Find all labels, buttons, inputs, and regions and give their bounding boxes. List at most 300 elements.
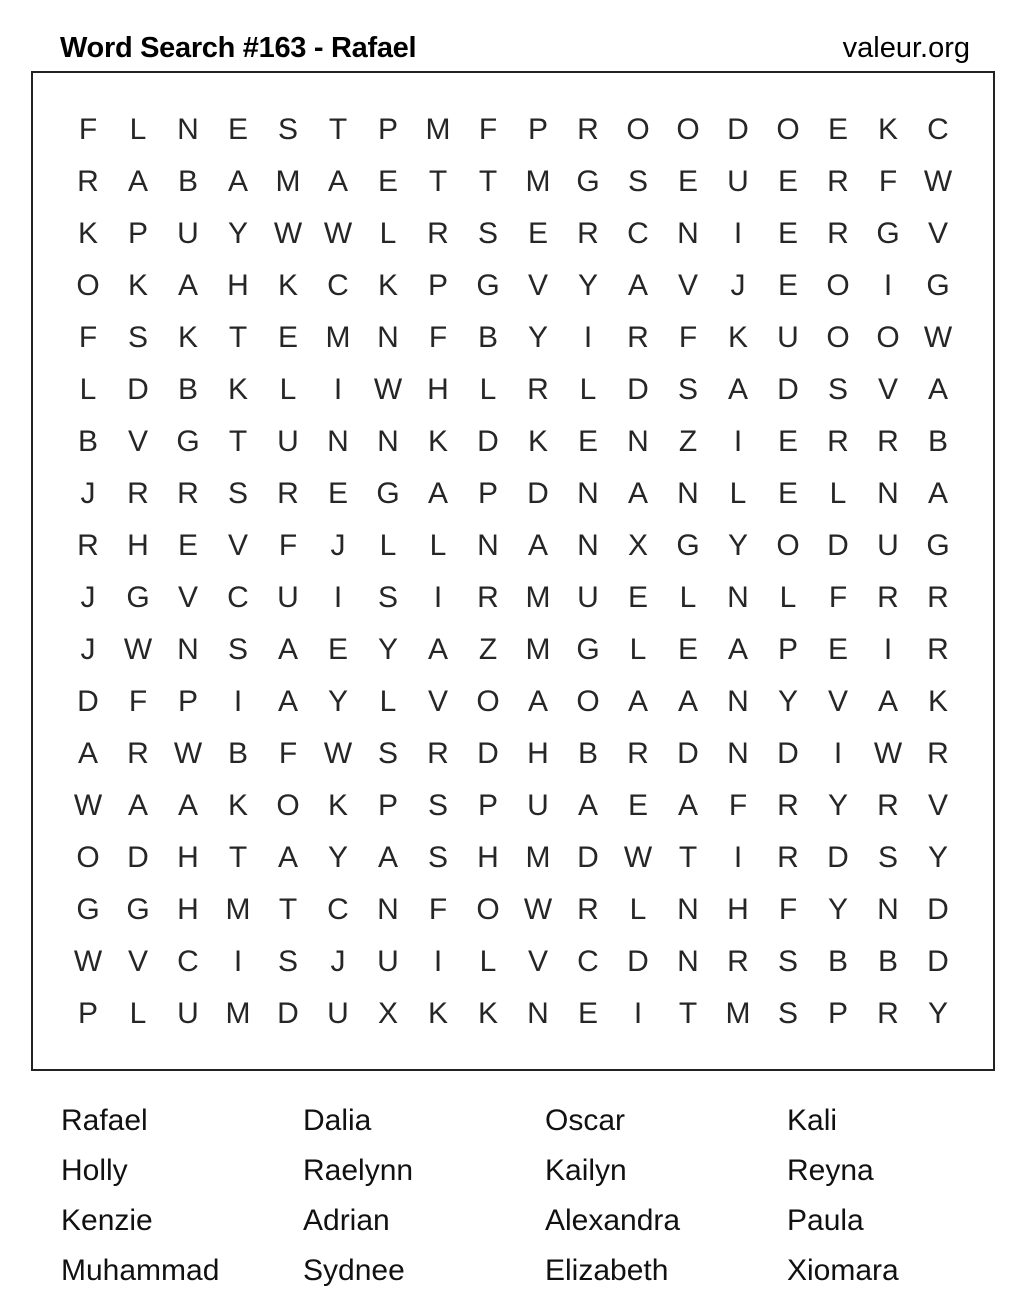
- grid-cell[interactable]: L: [479, 945, 497, 978]
- grid-cell[interactable]: R: [877, 789, 899, 822]
- grid-cell[interactable]: N: [727, 685, 749, 718]
- grid-cell[interactable]: S: [777, 997, 798, 1030]
- grid-cell[interactable]: M: [425, 113, 451, 146]
- grid-cell[interactable]: E: [327, 633, 348, 666]
- grid-cell[interactable]: K: [527, 425, 548, 458]
- grid-cell[interactable]: O: [276, 789, 300, 822]
- grid-cell[interactable]: C: [577, 945, 599, 978]
- grid-cell[interactable]: V: [127, 425, 148, 458]
- grid-cell[interactable]: R: [427, 737, 449, 770]
- grid-cell[interactable]: P: [377, 789, 398, 822]
- grid-cell[interactable]: N: [877, 893, 899, 926]
- grid-cell[interactable]: M: [525, 581, 551, 614]
- grid-cell[interactable]: P: [827, 997, 848, 1030]
- grid-cell[interactable]: L: [679, 581, 697, 614]
- grid-cell[interactable]: O: [576, 685, 600, 718]
- grid-cell[interactable]: F: [678, 321, 698, 354]
- grid-cell[interactable]: B: [177, 373, 198, 406]
- grid-cell[interactable]: K: [727, 321, 748, 354]
- grid-cell[interactable]: U: [577, 581, 599, 614]
- grid-cell[interactable]: G: [576, 633, 600, 666]
- grid-cell[interactable]: E: [777, 477, 798, 510]
- grid-cell[interactable]: R: [627, 737, 649, 770]
- grid-cell[interactable]: R: [927, 633, 949, 666]
- grid-cell[interactable]: M: [275, 165, 301, 198]
- grid-cell[interactable]: A: [277, 685, 298, 718]
- grid-cell[interactable]: S: [477, 217, 498, 250]
- grid-cell[interactable]: G: [376, 477, 400, 510]
- grid-cell[interactable]: R: [77, 529, 99, 562]
- grid-cell[interactable]: F: [128, 685, 148, 718]
- grid-cell[interactable]: I: [883, 269, 893, 302]
- grid-cell[interactable]: N: [627, 425, 649, 458]
- grid-cell[interactable]: I: [333, 581, 343, 614]
- grid-cell[interactable]: H: [177, 841, 199, 874]
- grid-cell[interactable]: T: [278, 893, 298, 926]
- grid-cell[interactable]: R: [627, 321, 649, 354]
- grid-cell[interactable]: R: [577, 113, 599, 146]
- grid-cell[interactable]: I: [233, 685, 243, 718]
- grid-cell[interactable]: A: [627, 477, 648, 510]
- grid-cell[interactable]: S: [377, 737, 398, 770]
- grid-cell[interactable]: I: [833, 737, 843, 770]
- grid-cell[interactable]: D: [927, 945, 949, 978]
- grid-cell[interactable]: D: [627, 945, 649, 978]
- grid-cell[interactable]: D: [527, 477, 549, 510]
- grid-cell[interactable]: G: [126, 581, 150, 614]
- grid-cell[interactable]: P: [377, 113, 398, 146]
- grid-cell[interactable]: R: [77, 165, 99, 198]
- grid-cell[interactable]: E: [777, 165, 798, 198]
- grid-cell[interactable]: N: [377, 425, 399, 458]
- grid-cell[interactable]: K: [327, 789, 348, 822]
- grid-cell[interactable]: J: [80, 477, 96, 510]
- grid-cell[interactable]: Y: [577, 269, 598, 302]
- grid-cell[interactable]: B: [177, 165, 198, 198]
- grid-cell[interactable]: D: [277, 997, 299, 1030]
- grid-cell[interactable]: L: [129, 997, 147, 1030]
- grid-cell[interactable]: R: [727, 945, 749, 978]
- grid-cell[interactable]: A: [927, 477, 948, 510]
- grid-cell[interactable]: V: [877, 373, 898, 406]
- grid-cell[interactable]: S: [627, 165, 648, 198]
- grid-cell[interactable]: H: [177, 893, 199, 926]
- grid-cell[interactable]: Y: [377, 633, 398, 666]
- grid-cell[interactable]: O: [76, 841, 100, 874]
- grid-cell[interactable]: E: [677, 633, 698, 666]
- grid-cell[interactable]: S: [427, 789, 448, 822]
- grid-cell[interactable]: I: [433, 581, 443, 614]
- grid-cell[interactable]: T: [228, 841, 248, 874]
- grid-cell[interactable]: T: [678, 997, 698, 1030]
- grid-cell[interactable]: A: [427, 477, 448, 510]
- grid-cell[interactable]: E: [777, 425, 798, 458]
- grid-cell[interactable]: M: [525, 633, 551, 666]
- grid-cell[interactable]: R: [827, 165, 849, 198]
- grid-cell[interactable]: P: [177, 685, 198, 718]
- grid-cell[interactable]: A: [377, 841, 398, 874]
- grid-cell[interactable]: K: [427, 425, 448, 458]
- grid-cell[interactable]: V: [427, 685, 448, 718]
- grid-cell[interactable]: U: [277, 581, 299, 614]
- grid-cell[interactable]: K: [127, 269, 148, 302]
- grid-cell[interactable]: D: [477, 737, 499, 770]
- grid-cell[interactable]: P: [477, 789, 498, 822]
- grid-cell[interactable]: Y: [327, 685, 348, 718]
- grid-cell[interactable]: Y: [527, 321, 548, 354]
- grid-cell[interactable]: S: [677, 373, 698, 406]
- grid-cell[interactable]: N: [527, 997, 549, 1030]
- grid-cell[interactable]: E: [827, 633, 848, 666]
- grid-cell[interactable]: Y: [827, 789, 848, 822]
- grid-cell[interactable]: G: [876, 217, 900, 250]
- grid-cell[interactable]: D: [627, 373, 649, 406]
- grid-cell[interactable]: D: [477, 425, 499, 458]
- grid-cell[interactable]: L: [629, 633, 647, 666]
- grid-cell[interactable]: W: [73, 945, 103, 978]
- grid-cell[interactable]: G: [676, 529, 700, 562]
- grid-cell[interactable]: Y: [827, 893, 848, 926]
- grid-cell[interactable]: W: [123, 633, 153, 666]
- grid-cell[interactable]: R: [127, 477, 149, 510]
- grid-cell[interactable]: E: [677, 165, 698, 198]
- grid-cell[interactable]: R: [777, 789, 799, 822]
- grid-cell[interactable]: A: [527, 685, 548, 718]
- grid-cell[interactable]: M: [525, 841, 551, 874]
- grid-cell[interactable]: K: [927, 685, 948, 718]
- grid-cell[interactable]: V: [127, 945, 148, 978]
- grid-cell[interactable]: K: [877, 113, 898, 146]
- grid-cell[interactable]: R: [827, 425, 849, 458]
- grid-cell[interactable]: O: [476, 685, 500, 718]
- grid-cell[interactable]: F: [728, 789, 748, 822]
- grid-cell[interactable]: U: [527, 789, 549, 822]
- grid-cell[interactable]: F: [278, 737, 298, 770]
- grid-cell[interactable]: D: [77, 685, 99, 718]
- grid-cell[interactable]: O: [676, 113, 700, 146]
- grid-cell[interactable]: M: [525, 165, 551, 198]
- grid-cell[interactable]: N: [677, 477, 699, 510]
- grid-cell[interactable]: B: [477, 321, 498, 354]
- grid-cell[interactable]: X: [377, 997, 398, 1030]
- grid-cell[interactable]: D: [927, 893, 949, 926]
- grid-cell[interactable]: V: [677, 269, 698, 302]
- grid-cell[interactable]: M: [225, 997, 251, 1030]
- grid-cell[interactable]: R: [427, 217, 449, 250]
- grid-cell[interactable]: V: [827, 685, 848, 718]
- grid-cell[interactable]: B: [827, 945, 848, 978]
- grid-cell[interactable]: F: [428, 321, 448, 354]
- grid-cell[interactable]: P: [127, 217, 148, 250]
- grid-cell[interactable]: B: [927, 425, 948, 458]
- grid-cell[interactable]: I: [233, 945, 243, 978]
- grid-cell[interactable]: M: [725, 997, 751, 1030]
- grid-cell[interactable]: S: [227, 633, 248, 666]
- grid-cell[interactable]: O: [76, 269, 100, 302]
- grid-cell[interactable]: H: [527, 737, 549, 770]
- grid-cell[interactable]: L: [379, 217, 397, 250]
- grid-cell[interactable]: U: [177, 997, 199, 1030]
- grid-cell[interactable]: O: [476, 893, 500, 926]
- grid-cell[interactable]: A: [177, 789, 198, 822]
- grid-cell[interactable]: R: [877, 997, 899, 1030]
- grid-cell[interactable]: N: [677, 945, 699, 978]
- grid-cell[interactable]: W: [73, 789, 103, 822]
- grid-cell[interactable]: B: [227, 737, 248, 770]
- grid-cell[interactable]: D: [127, 841, 149, 874]
- grid-cell[interactable]: I: [883, 633, 893, 666]
- grid-cell[interactable]: S: [777, 945, 798, 978]
- grid-cell[interactable]: E: [177, 529, 198, 562]
- grid-cell[interactable]: C: [627, 217, 649, 250]
- grid-cell[interactable]: L: [729, 477, 747, 510]
- grid-cell[interactable]: A: [877, 685, 898, 718]
- grid-cell[interactable]: I: [633, 997, 643, 1030]
- grid-cell[interactable]: J: [80, 581, 96, 614]
- grid-cell[interactable]: R: [877, 425, 899, 458]
- grid-cell[interactable]: N: [377, 321, 399, 354]
- grid-cell[interactable]: S: [277, 113, 298, 146]
- grid-cell[interactable]: G: [926, 529, 950, 562]
- grid-cell[interactable]: O: [826, 269, 850, 302]
- grid-cell[interactable]: C: [327, 893, 349, 926]
- grid-cell[interactable]: O: [776, 529, 800, 562]
- grid-cell[interactable]: A: [677, 789, 698, 822]
- grid-cell[interactable]: R: [477, 581, 499, 614]
- grid-cell[interactable]: T: [228, 425, 248, 458]
- grid-cell[interactable]: V: [527, 945, 548, 978]
- grid-cell[interactable]: E: [527, 217, 548, 250]
- grid-cell[interactable]: B: [577, 737, 598, 770]
- grid-cell[interactable]: G: [926, 269, 950, 302]
- grid-cell[interactable]: T: [228, 321, 248, 354]
- grid-cell[interactable]: U: [877, 529, 899, 562]
- grid-cell[interactable]: U: [327, 997, 349, 1030]
- grid-cell[interactable]: H: [727, 893, 749, 926]
- grid-cell[interactable]: Y: [727, 529, 748, 562]
- grid-cell[interactable]: A: [527, 529, 548, 562]
- grid-cell[interactable]: L: [829, 477, 847, 510]
- grid-cell[interactable]: D: [127, 373, 149, 406]
- grid-cell[interactable]: F: [478, 113, 498, 146]
- grid-cell[interactable]: E: [227, 113, 248, 146]
- grid-cell[interactable]: S: [127, 321, 148, 354]
- grid-cell[interactable]: N: [177, 633, 199, 666]
- grid-cell[interactable]: S: [427, 841, 448, 874]
- grid-cell[interactable]: Z: [678, 425, 698, 458]
- grid-cell[interactable]: S: [877, 841, 898, 874]
- grid-cell[interactable]: A: [727, 373, 748, 406]
- grid-cell[interactable]: D: [777, 373, 799, 406]
- grid-cell[interactable]: N: [727, 737, 749, 770]
- grid-cell[interactable]: R: [577, 893, 599, 926]
- grid-cell[interactable]: C: [327, 269, 349, 302]
- grid-cell[interactable]: N: [327, 425, 349, 458]
- grid-cell[interactable]: C: [227, 581, 249, 614]
- grid-cell[interactable]: V: [927, 789, 948, 822]
- grid-cell[interactable]: L: [779, 581, 797, 614]
- grid-cell[interactable]: A: [677, 685, 698, 718]
- grid-cell[interactable]: I: [433, 945, 443, 978]
- grid-cell[interactable]: A: [427, 633, 448, 666]
- grid-cell[interactable]: W: [923, 165, 953, 198]
- grid-cell[interactable]: Y: [927, 997, 948, 1030]
- grid-cell[interactable]: K: [377, 269, 398, 302]
- grid-cell[interactable]: R: [927, 737, 949, 770]
- grid-cell[interactable]: E: [777, 269, 798, 302]
- grid-cell[interactable]: W: [923, 321, 953, 354]
- grid-cell[interactable]: M: [325, 321, 351, 354]
- grid-cell[interactable]: I: [333, 373, 343, 406]
- grid-cell[interactable]: B: [877, 945, 898, 978]
- grid-cell[interactable]: A: [727, 633, 748, 666]
- grid-cell[interactable]: P: [427, 269, 448, 302]
- grid-cell[interactable]: W: [323, 737, 353, 770]
- grid-cell[interactable]: Y: [327, 841, 348, 874]
- grid-cell[interactable]: W: [173, 737, 203, 770]
- grid-cell[interactable]: F: [828, 581, 848, 614]
- grid-cell[interactable]: E: [627, 789, 648, 822]
- grid-cell[interactable]: V: [177, 581, 198, 614]
- grid-cell[interactable]: C: [927, 113, 949, 146]
- grid-cell[interactable]: G: [576, 165, 600, 198]
- grid-cell[interactable]: N: [477, 529, 499, 562]
- grid-cell[interactable]: A: [77, 737, 98, 770]
- grid-cell[interactable]: N: [377, 893, 399, 926]
- grid-cell[interactable]: L: [479, 373, 497, 406]
- grid-cell[interactable]: L: [579, 373, 597, 406]
- grid-cell[interactable]: O: [776, 113, 800, 146]
- grid-cell[interactable]: T: [678, 841, 698, 874]
- grid-cell[interactable]: I: [733, 217, 743, 250]
- grid-cell[interactable]: W: [523, 893, 553, 926]
- grid-cell[interactable]: F: [778, 893, 798, 926]
- grid-cell[interactable]: E: [327, 477, 348, 510]
- grid-cell[interactable]: R: [177, 477, 199, 510]
- grid-cell[interactable]: O: [826, 321, 850, 354]
- grid-cell[interactable]: X: [627, 529, 648, 562]
- grid-cell[interactable]: J: [730, 269, 746, 302]
- grid-cell[interactable]: D: [577, 841, 599, 874]
- grid-cell[interactable]: A: [277, 841, 298, 874]
- grid-cell[interactable]: S: [377, 581, 398, 614]
- grid-cell[interactable]: K: [277, 269, 298, 302]
- grid-cell[interactable]: G: [126, 893, 150, 926]
- grid-cell[interactable]: R: [577, 217, 599, 250]
- grid-cell[interactable]: S: [227, 477, 248, 510]
- grid-cell[interactable]: N: [727, 581, 749, 614]
- grid-cell[interactable]: B: [77, 425, 98, 458]
- grid-cell[interactable]: F: [428, 893, 448, 926]
- grid-cell[interactable]: T: [428, 165, 448, 198]
- grid-cell[interactable]: P: [77, 997, 98, 1030]
- grid-cell[interactable]: L: [79, 373, 97, 406]
- grid-cell[interactable]: F: [878, 165, 898, 198]
- grid-cell[interactable]: T: [328, 113, 348, 146]
- grid-cell[interactable]: U: [277, 425, 299, 458]
- grid-cell[interactable]: Y: [227, 217, 248, 250]
- grid-cell[interactable]: N: [577, 477, 599, 510]
- grid-cell[interactable]: L: [279, 373, 297, 406]
- grid-cell[interactable]: J: [330, 945, 346, 978]
- grid-cell[interactable]: L: [429, 529, 447, 562]
- grid-cell[interactable]: F: [78, 113, 98, 146]
- grid-cell[interactable]: G: [476, 269, 500, 302]
- grid-cell[interactable]: W: [373, 373, 403, 406]
- grid-cell[interactable]: A: [127, 789, 148, 822]
- grid-cell[interactable]: A: [227, 165, 248, 198]
- grid-cell[interactable]: U: [727, 165, 749, 198]
- grid-cell[interactable]: Z: [478, 633, 498, 666]
- grid-cell[interactable]: N: [877, 477, 899, 510]
- grid-cell[interactable]: I: [583, 321, 593, 354]
- grid-cell[interactable]: R: [527, 373, 549, 406]
- grid-cell[interactable]: K: [477, 997, 498, 1030]
- grid-cell[interactable]: A: [927, 373, 948, 406]
- grid-cell[interactable]: W: [873, 737, 903, 770]
- grid-cell[interactable]: F: [278, 529, 298, 562]
- grid-cell[interactable]: K: [427, 997, 448, 1030]
- grid-cell[interactable]: H: [477, 841, 499, 874]
- grid-cell[interactable]: E: [277, 321, 298, 354]
- grid-cell[interactable]: F: [78, 321, 98, 354]
- grid-cell[interactable]: D: [777, 737, 799, 770]
- grid-cell[interactable]: W: [323, 217, 353, 250]
- grid-cell[interactable]: E: [577, 997, 598, 1030]
- grid-cell[interactable]: K: [227, 373, 248, 406]
- grid-cell[interactable]: G: [76, 893, 100, 926]
- grid-cell[interactable]: M: [225, 893, 251, 926]
- grid-cell[interactable]: Y: [777, 685, 798, 718]
- grid-cell[interactable]: W: [273, 217, 303, 250]
- grid-cell[interactable]: A: [327, 165, 348, 198]
- grid-cell[interactable]: N: [677, 217, 699, 250]
- grid-cell[interactable]: N: [677, 893, 699, 926]
- grid-cell[interactable]: K: [227, 789, 248, 822]
- grid-cell[interactable]: L: [379, 685, 397, 718]
- grid-cell[interactable]: P: [527, 113, 548, 146]
- grid-cell[interactable]: U: [177, 217, 199, 250]
- grid-cell[interactable]: E: [627, 581, 648, 614]
- grid-cell[interactable]: L: [379, 529, 397, 562]
- grid-cell[interactable]: R: [827, 217, 849, 250]
- grid-cell[interactable]: E: [577, 425, 598, 458]
- grid-cell[interactable]: O: [626, 113, 650, 146]
- grid-cell[interactable]: A: [277, 633, 298, 666]
- grid-cell[interactable]: J: [330, 529, 346, 562]
- grid-cell[interactable]: U: [777, 321, 799, 354]
- grid-cell[interactable]: R: [877, 581, 899, 614]
- grid-cell[interactable]: H: [127, 529, 149, 562]
- grid-cell[interactable]: G: [176, 425, 200, 458]
- grid-cell[interactable]: C: [177, 945, 199, 978]
- grid-cell[interactable]: N: [177, 113, 199, 146]
- grid-cell[interactable]: D: [827, 841, 849, 874]
- grid-cell[interactable]: S: [277, 945, 298, 978]
- grid-cell[interactable]: I: [733, 425, 743, 458]
- grid-cell[interactable]: P: [777, 633, 798, 666]
- grid-cell[interactable]: V: [527, 269, 548, 302]
- grid-cell[interactable]: D: [727, 113, 749, 146]
- grid-cell[interactable]: N: [577, 529, 599, 562]
- grid-cell[interactable]: T: [478, 165, 498, 198]
- grid-cell[interactable]: D: [827, 529, 849, 562]
- grid-cell[interactable]: L: [629, 893, 647, 926]
- grid-cell[interactable]: A: [177, 269, 198, 302]
- grid-cell[interactable]: P: [477, 477, 498, 510]
- grid-cell[interactable]: V: [227, 529, 248, 562]
- grid-cell[interactable]: E: [377, 165, 398, 198]
